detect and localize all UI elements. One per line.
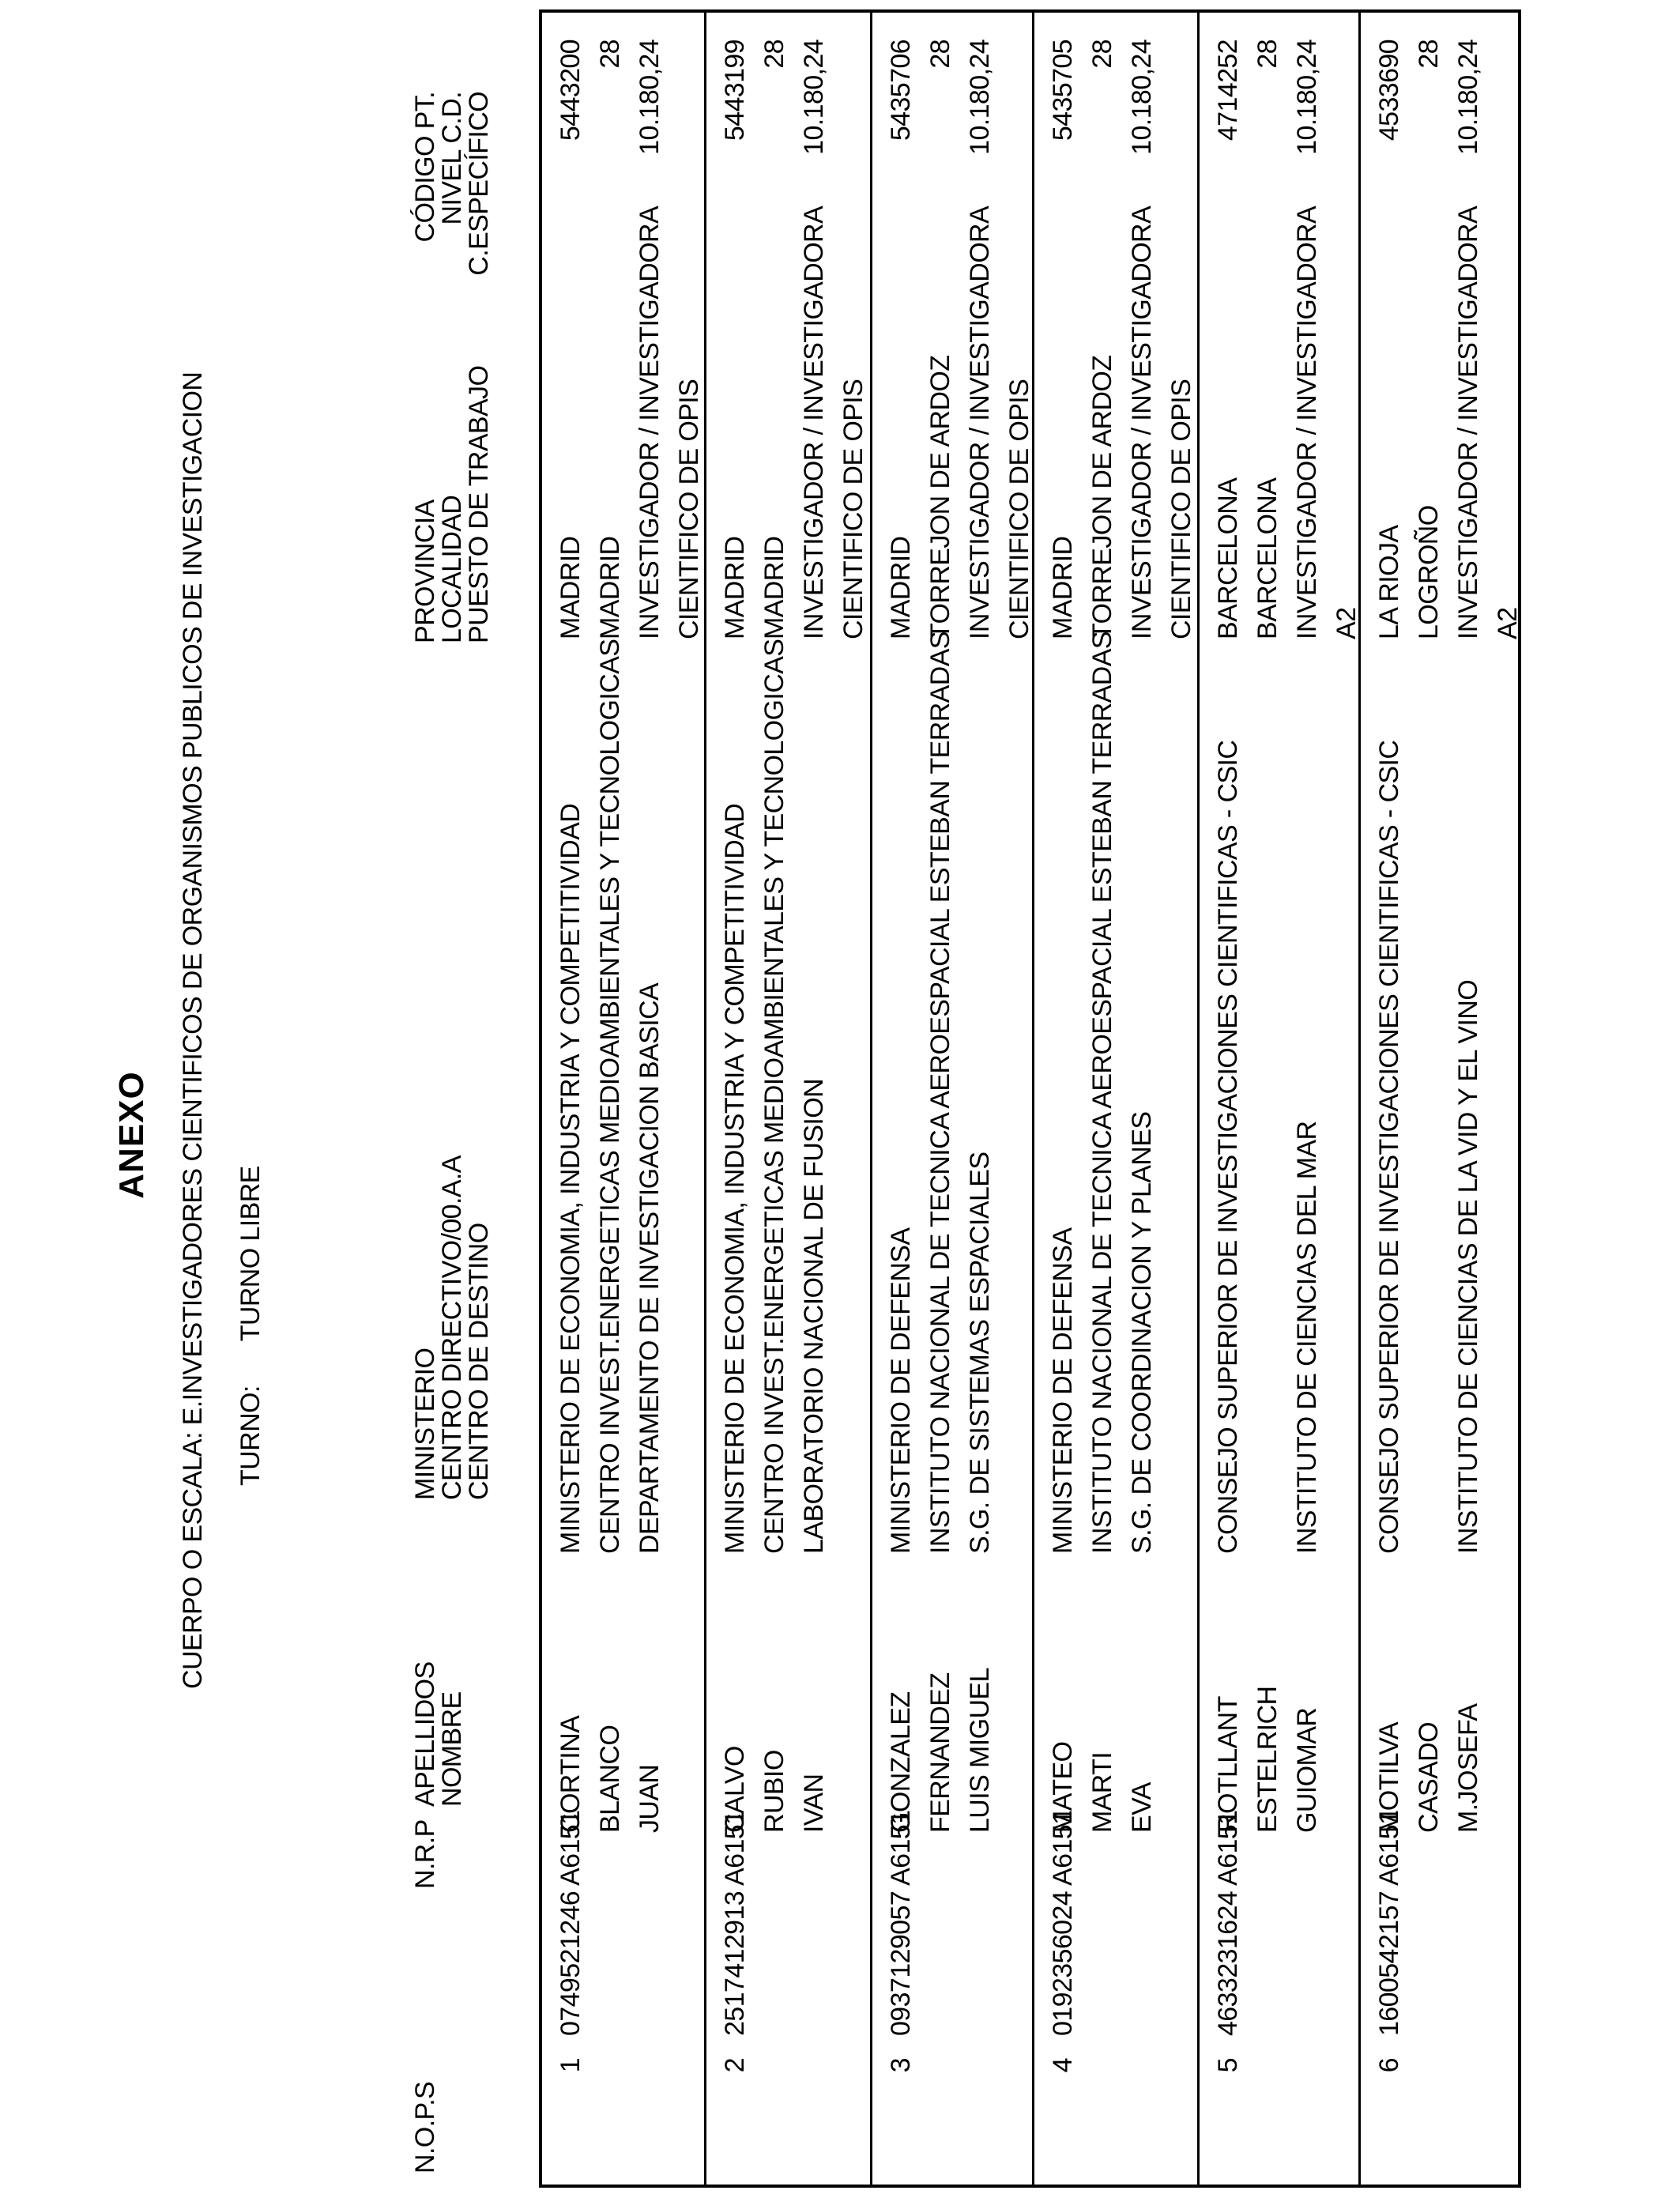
localidad-line: BARCELONA (1252, 477, 1283, 639)
c-especifico-value: 10.180,24 (1453, 40, 1483, 155)
centro-directivo-line (1248, 741, 1287, 1554)
nombre-line: LUIS MIGUEL (965, 1668, 995, 1833)
cell-nops (1043, 2058, 1083, 2185)
cell-apellidos (1043, 1742, 1162, 1833)
apellidos-line: CALVO (720, 1746, 750, 1833)
header-centro-directivo-line: CENTRO DIRECTIVO/00.A.A (437, 1155, 467, 1500)
table-row (542, 13, 704, 2185)
ministerio-line: MINISTERIO DE DEFENSA (1048, 1227, 1078, 1554)
nrp-value: 0749521246 A6151 (556, 1810, 586, 2036)
puesto-line: INVESTIGADOR / INVESTIGADORA (799, 205, 829, 639)
apellidos-line: MATEO (1048, 1741, 1078, 1833)
nivel-cd-value: 28 (925, 40, 955, 69)
cell-ministerio (1043, 631, 1162, 1554)
puesto-line: CIENTIFICO DE OPIS (838, 379, 868, 639)
table-row (870, 13, 1032, 2185)
centro-destino-line: LABORATORIO NACIONAL DE FUSION (799, 1078, 829, 1554)
header-nivel-cd-line: NIVEL C.D. (437, 92, 467, 225)
turno-line (235, 1166, 266, 1486)
cell-apellidos (881, 1668, 1000, 1833)
nombre-line: M.JOSEFA (1453, 1703, 1483, 1833)
header-nrp-label: N.R.P (410, 1819, 440, 1889)
puesto-line: INVESTIGADOR / INVESTIGADORA (1292, 205, 1322, 639)
centro-destino-line: S.G. DE SISTEMAS ESPACIALES (965, 1152, 995, 1554)
turno-value: TURNO LIBRE (235, 1166, 266, 1342)
puesto-line: CIENTIFICO DE OPIS (674, 379, 704, 639)
cell-apellidos (551, 1716, 669, 1833)
localidad-line: LOGROÑO (1414, 505, 1444, 639)
nops-value: 5 (1213, 2058, 1243, 2073)
centro-destino-line: INSTITUTO DE CIENCIAS DEL MAR (1292, 1121, 1322, 1554)
provincia-line: LA RIOJA (1374, 525, 1404, 639)
nombre-line: IVAN (799, 1774, 829, 1833)
cell-nops (1369, 2058, 1409, 2185)
cell-codigo (1369, 40, 1488, 292)
centro-directivo-line: INSTITUTO NACIONAL DE TECNICA AEROESPACIAL ESTEBAN TERRADAS (925, 631, 955, 1554)
nops-value: 6 (1374, 2058, 1404, 2073)
ministerio-line: MINISTERIO DE DEFENSA (886, 1227, 916, 1554)
c-especifico-value: 10.180,24 (1127, 40, 1157, 155)
codigo-pt-value: 4714252 (1213, 40, 1243, 141)
apellidos-line: CORTINA (556, 1715, 586, 1833)
cell-ministerio (1208, 741, 1327, 1554)
cell-apellidos (1369, 1704, 1488, 1833)
turno-label: TURNO: (235, 1385, 266, 1486)
puesto-line: INVESTIGADOR / INVESTIGADORA (635, 205, 665, 639)
header-provincia-line: PROVINCIA (410, 499, 440, 643)
header-apellidos-line: APELLIDOS (410, 1661, 440, 1807)
cell-nrp (715, 1811, 755, 2036)
nrp-value: 4633231624 A6151 (1213, 1810, 1243, 2036)
page-title: ANEXO (112, 1071, 151, 1199)
header-localidad-line: LOCALIDAD (437, 495, 467, 643)
cell-ministerio (1369, 741, 1488, 1554)
localidad-line: MADRID (595, 536, 625, 639)
puesto-line: INVESTIGADOR / INVESTIGADORA (1453, 205, 1483, 639)
table-row (704, 13, 870, 2185)
header-nrp (412, 1819, 439, 1889)
apellidos-line: GONZALEZ (886, 1691, 916, 1833)
nombre-line: GUIOMAR (1292, 1707, 1322, 1833)
ministerio-line: CONSEJO SUPERIOR DE INVESTIGACIONES CIENTIFICAS - CSIC (1213, 740, 1243, 1554)
header-nops (412, 2082, 439, 2173)
apellidos-line: MOTILVA (1374, 1721, 1404, 1833)
c-especifico-value: 10.180,24 (965, 40, 995, 155)
cell-nrp (1208, 1811, 1248, 2036)
provincia-line: MADRID (720, 536, 750, 639)
codigo-pt-value: 5443199 (720, 40, 750, 141)
header-apellidos (412, 1661, 465, 1807)
nrp-value: 0192356024 A6151 (1048, 1810, 1078, 2036)
c-especifico-value: 10.180,24 (1292, 40, 1322, 155)
centro-destino-line: DEPARTAMENTO DE INVESTIGACION BASICA (635, 982, 665, 1554)
centro-directivo-line: INSTITUTO NACIONAL DE TECNICA AEROESPACIAL ESTEBAN TERRADAS (1087, 631, 1117, 1554)
apellidos-line: CASADO (1414, 1722, 1444, 1833)
header-nops-label: N.O.P.S (410, 2081, 440, 2173)
nombre-line: JUAN (635, 1764, 665, 1833)
cell-nrp (1043, 1811, 1083, 2036)
puesto-line: CIENTIFICO DE OPIS (1004, 379, 1034, 639)
nombre-line: EVA (1127, 1782, 1157, 1833)
header-nombre-line: NOMBRE (437, 1691, 467, 1807)
nrp-value: 1600542157 A6151 (1374, 1810, 1404, 2036)
localidad-line: MADRID (759, 536, 789, 639)
nrp-value: 2517412913 A6151 (720, 1810, 750, 2036)
puesto-line: INVESTIGADOR / INVESTIGADORA (1127, 205, 1157, 639)
annex-table (539, 9, 1521, 2188)
provincia-line: BARCELONA (1213, 477, 1243, 639)
codigo-pt-value: 5443200 (556, 40, 586, 141)
centro-directivo-line (1409, 741, 1448, 1554)
cuerpo-escala-line: CUERPO O ESCALA: E.INVESTIGADORES CIENTIFICOS DE ORGANISMOS PUBLICOS DE INVESTIGACION (178, 371, 208, 1689)
codigo-pt-value: 5435705 (1048, 40, 1078, 141)
header-puesto-line: PUESTO DE TRABAJO (464, 365, 494, 643)
header-codigo (412, 92, 492, 276)
cell-apellidos (1208, 1687, 1327, 1833)
cell-nops (1208, 2058, 1248, 2185)
provincia-line: MADRID (1048, 536, 1078, 639)
cell-codigo (881, 40, 1000, 292)
apellidos-line: RUBIO (759, 1750, 789, 1833)
cell-nrp (551, 1811, 590, 2036)
nivel-cd-value: 28 (1087, 40, 1117, 69)
provincia-line: MADRID (556, 536, 586, 639)
localidad-line: TORREJON DE ARDOZ (1087, 355, 1117, 639)
codigo-pt-value: 4533690 (1374, 40, 1404, 141)
nivel-cd-value: 28 (759, 40, 789, 69)
ministerio-line: CONSEJO SUPERIOR DE INVESTIGACIONES CIENTIFICAS - CSIC (1374, 740, 1404, 1554)
cell-apellidos (715, 1746, 834, 1833)
puesto-line: CIENTIFICO DE OPIS (1166, 379, 1196, 639)
header-ministerio (412, 1155, 492, 1500)
nrp-value: 0937129057 A6151 (886, 1810, 916, 2036)
cell-nrp (1369, 1811, 1409, 2036)
puesto-line: INVESTIGADOR / INVESTIGADORA (965, 205, 995, 639)
centro-destino-line: S.G. DE COORDINACION Y PLANES (1127, 1111, 1157, 1554)
cell-nops (881, 2058, 921, 2185)
nivel-cd-value: 28 (1414, 40, 1444, 69)
puesto-line: A2 (1332, 607, 1362, 639)
nops-value: 2 (720, 2058, 750, 2073)
cell-codigo (1208, 40, 1327, 292)
apellidos-line: ROTLLANT (1213, 1696, 1243, 1833)
cell-codigo (715, 40, 834, 292)
header-ministerio-line: MINISTERIO (410, 1348, 440, 1500)
codigo-pt-value: 5435706 (886, 40, 916, 141)
table-row (1358, 13, 1523, 2185)
header-provincia (412, 366, 492, 643)
cell-ministerio (551, 639, 669, 1554)
apellidos-line: FERNANDEZ (925, 1672, 955, 1833)
centro-destino-line: INSTITUTO DE CIENCIAS DE LA VID Y EL VINO (1453, 979, 1483, 1554)
puesto-line: A2 (1493, 607, 1523, 639)
nops-value: 1 (556, 2058, 586, 2073)
c-especifico-value: 10.180,24 (799, 40, 829, 155)
ministerio-line: MINISTERIO DE ECONOMIA, INDUSTRIA Y COMPETITIVIDAD (720, 803, 750, 1554)
nops-value: 4 (1048, 2058, 1078, 2073)
cell-nops (715, 2058, 755, 2185)
provincia-line: MADRID (886, 536, 916, 639)
nops-value: 3 (886, 2058, 916, 2073)
apellidos-line: MARTI (1087, 1751, 1117, 1833)
table-row (1197, 13, 1362, 2185)
cell-nrp (881, 1811, 921, 2036)
header-centro-destino-line: CENTRO DE DESTINO (464, 1223, 494, 1500)
centro-directivo-line: CENTRO INVEST.ENERGETICAS MEDIOAMBIENTALES Y TECNOLOGICAS (595, 639, 625, 1554)
header-codigo-pt-line: CÓDIGO PT. (410, 92, 440, 243)
apellidos-line: BLANCO (595, 1725, 625, 1833)
cell-codigo (1043, 40, 1162, 292)
c-especifico-value: 10.180,24 (635, 40, 665, 155)
ministerio-line: MINISTERIO DE ECONOMIA, INDUSTRIA Y COMPETITIVIDAD (556, 803, 586, 1554)
localidad-line: TORREJON DE ARDOZ (925, 355, 955, 639)
cell-ministerio (881, 631, 1000, 1554)
nivel-cd-value: 28 (1252, 40, 1283, 69)
header-c-especifico-line: C.ESPECÍFICO (464, 92, 494, 276)
cell-codigo (551, 40, 669, 292)
cell-nops (551, 2058, 590, 2185)
table-row (1032, 13, 1197, 2185)
centro-directivo-line: CENTRO INVEST.ENERGETICAS MEDIOAMBIENTALES Y TECNOLOGICAS (759, 639, 789, 1554)
apellidos-line: ESTELRICH (1252, 1686, 1283, 1833)
cell-ministerio (715, 639, 834, 1554)
nivel-cd-value: 28 (595, 40, 625, 69)
